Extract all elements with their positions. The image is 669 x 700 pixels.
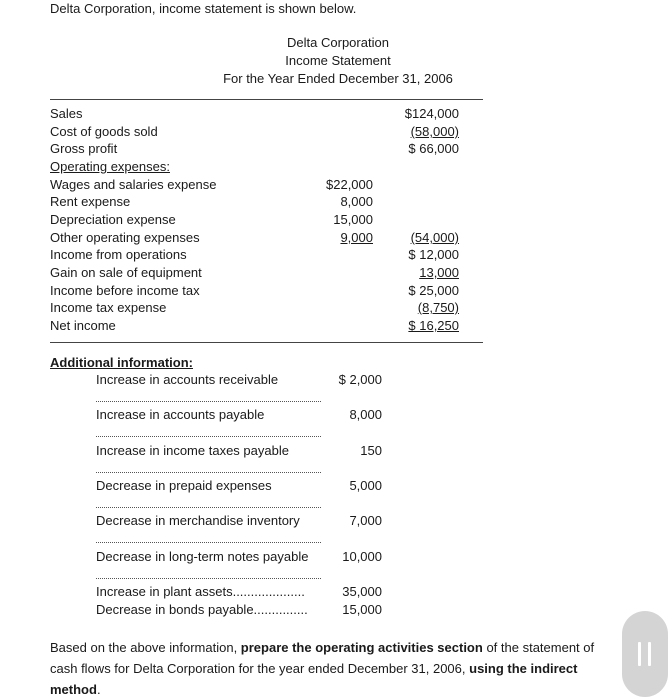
instructions-text: of the statement of cash flows for Delta Corporation for the year ended December 31, 2006, bbox=[50, 640, 595, 676]
row-amount: (58,000) bbox=[410, 124, 459, 139]
top-rule bbox=[50, 99, 483, 100]
statement-title: Income Statement bbox=[285, 53, 391, 68]
row-amount: $ 16,250 bbox=[408, 318, 459, 333]
instructions-text: Based on the above information, bbox=[50, 640, 241, 655]
row-label: Income from operations bbox=[50, 247, 187, 262]
additional-item-value: 7,000 bbox=[349, 513, 382, 528]
row-subamount: 8,000 bbox=[340, 194, 373, 209]
additional-item-label: Decrease in long-term notes payable bbox=[96, 549, 309, 564]
dotted-separator bbox=[96, 542, 321, 543]
row-label: Net income bbox=[50, 318, 116, 333]
dotted-separator bbox=[96, 507, 321, 508]
additional-item-value: 5,000 bbox=[349, 478, 382, 493]
instructions-emphasis: using the indirect method bbox=[50, 661, 578, 697]
row-subamount: $22,000 bbox=[326, 177, 373, 192]
dotted-separator bbox=[96, 401, 321, 402]
company-name: Delta Corporation bbox=[287, 35, 389, 50]
row-label: Cost of goods sold bbox=[50, 124, 158, 139]
row-label: Wages and salaries expense bbox=[50, 177, 217, 192]
row-label: Gross profit bbox=[50, 141, 118, 156]
floating-widget-button[interactable] bbox=[622, 611, 668, 697]
row-label: Operating expenses: bbox=[50, 159, 170, 174]
additional-item-value: 150 bbox=[360, 443, 382, 458]
dotted-separator bbox=[96, 472, 321, 473]
row-label: Depreciation expense bbox=[50, 212, 176, 227]
row-amount: (8,750) bbox=[417, 300, 459, 315]
additional-item-label: Decrease in bonds payable............... bbox=[96, 602, 308, 617]
additional-item-value: 10,000 bbox=[342, 549, 382, 564]
row-amount: $ 12,000 bbox=[408, 247, 459, 262]
additional-item-value: 35,000 bbox=[342, 584, 382, 599]
row-label: Gain on sale of equipment bbox=[50, 265, 202, 280]
statement-period: For the Year Ended December 31, 2006 bbox=[223, 71, 453, 86]
row-label: Rent expense bbox=[50, 194, 131, 209]
additional-item-value: 8,000 bbox=[349, 407, 382, 422]
additional-heading: Additional information: bbox=[50, 355, 193, 370]
row-amount: $ 66,000 bbox=[408, 141, 459, 156]
row-subamount: 15,000 bbox=[333, 212, 373, 227]
dotted-separator bbox=[96, 578, 321, 579]
additional-item-label: Increase in accounts receivable bbox=[96, 372, 279, 387]
intro-text: Delta Corporation, income statement is shown below. bbox=[50, 1, 357, 16]
additional-item-value: 15,000 bbox=[342, 602, 382, 617]
dotted-separator bbox=[96, 436, 321, 437]
instructions-text: . bbox=[96, 682, 101, 697]
additional-item-label: Decrease in prepaid expenses bbox=[96, 478, 272, 493]
additional-item-label: Increase in accounts payable bbox=[96, 407, 265, 422]
row-amount: (54,000) bbox=[410, 230, 459, 245]
additional-item-value: $ 2,000 bbox=[338, 372, 382, 387]
additional-item-label: Decrease in merchandise inventory bbox=[96, 513, 300, 528]
row-label: Income tax expense bbox=[50, 300, 167, 315]
bottom-rule bbox=[50, 342, 483, 343]
row-label: Sales bbox=[50, 106, 83, 121]
row-amount: $124,000 bbox=[404, 106, 459, 121]
row-label: Income before income tax bbox=[50, 283, 200, 298]
additional-item-label: Increase in income taxes payable bbox=[96, 443, 289, 458]
row-amount: 13,000 bbox=[419, 265, 459, 280]
instructions-paragraph bbox=[50, 637, 610, 700]
row-amount: $ 25,000 bbox=[408, 283, 459, 298]
instructions-emphasis: prepare the operating activities section bbox=[240, 640, 483, 655]
row-label: Other operating expenses bbox=[50, 230, 200, 245]
row-subamount: 9,000 bbox=[340, 230, 373, 245]
additional-item-label: Increase in plant assets.................... bbox=[96, 584, 305, 599]
